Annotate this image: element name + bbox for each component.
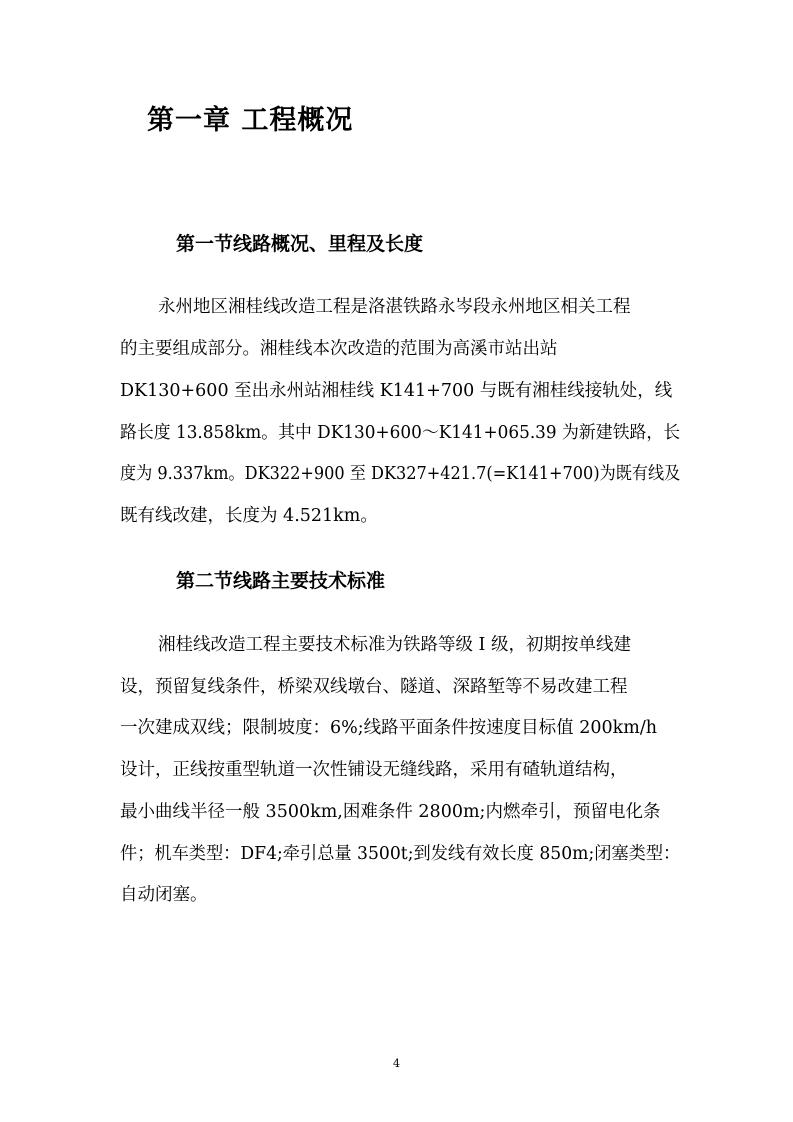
- paragraph-line: DK130+600 至出永州站湘桂线 K141+700 与既有湘桂线接轨处，线: [120, 381, 673, 401]
- paragraph-line: 的主要组成部分。湘桂线本次改造的范围为高溪市站出站: [120, 339, 558, 359]
- page-number: 4: [393, 1057, 400, 1070]
- paragraph-line: 一次建成双线；限制坡度：6%;线路平面条件按速度目标值 200km/h: [120, 718, 657, 738]
- section-2-title: 第二节线路主要技术标准: [176, 570, 386, 592]
- chapter-title: 第一章 工程概况: [147, 105, 354, 136]
- section-1-title: 第一节线路概况、里程及长度: [176, 233, 424, 255]
- paragraph-line: 既有线改建，长度为 4.521km。: [120, 506, 378, 526]
- paragraph-line: 湘桂线改造工程主要技术标准为铁路等级 I 级，初期按单线建: [158, 635, 632, 655]
- paragraph-line: 最小曲线半径一般 3500km,困难条件 2800m;内燃牵引，预留电化条: [120, 802, 661, 822]
- paragraph-line: 设计，正线按重型轨道一次性铺设无缝线路，采用有碴轨道结构，: [120, 760, 628, 780]
- paragraph-line: 自动闭塞。: [120, 885, 208, 905]
- paragraph-line: 永州地区湘桂线改造工程是洛湛铁路永岑段永州地区相关工程: [158, 297, 631, 317]
- paragraph-line: 设，预留复线条件，桥梁双线墩台、隧道、深路堑等不易改建工程: [120, 677, 628, 697]
- paragraph-line: 件；机车类型：DF4;牵引总量 3500t;到发线有效长度 850m;闭塞类型：: [120, 844, 681, 864]
- paragraph-line: 路长度 13.858km。其中 DK130+600～K141+065.39 为新建铁路，长: [120, 423, 681, 443]
- paragraph-line: 度为 9.337km。DK322+900 至 DK327+421.7(=K141+700)为既有线及: [120, 464, 681, 484]
